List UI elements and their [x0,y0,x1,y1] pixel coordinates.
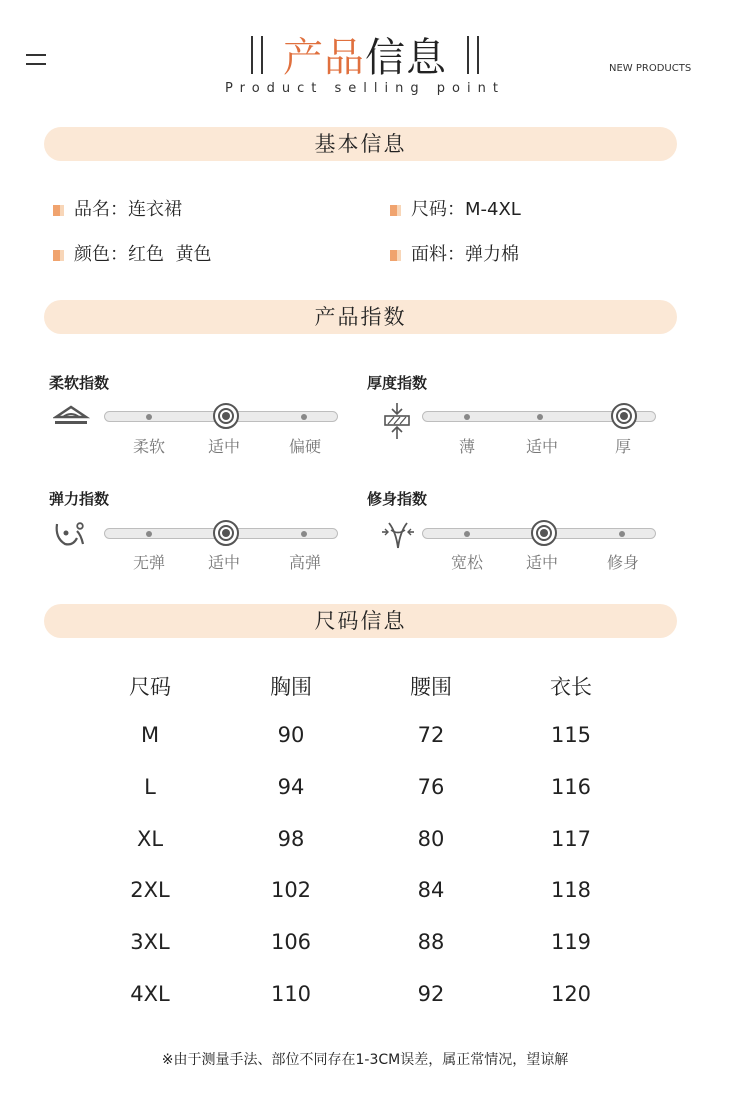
tick-label: 适中 [525,553,558,572]
table-cell: 3XL [130,930,170,954]
table-cell: 117 [550,827,592,851]
tick-label: 薄 [458,437,475,456]
title-left-bars [251,36,263,74]
tick-label: 适中 [207,553,240,572]
table-cell: 92 [417,982,445,1006]
table-header: 尺码 [129,675,171,699]
softness-slider-knob[interactable] [213,403,239,429]
table-cell: 76 [417,775,445,799]
bullet-icon [53,250,64,261]
slider-dot [301,531,307,537]
tick-label: 高弹 [288,553,321,572]
table-cell: 119 [550,930,592,954]
bullet-icon [53,205,64,216]
table-cell: 72 [417,723,445,747]
table-cell: 88 [417,930,445,954]
table-cell: L [144,775,156,799]
info-item-color: 颜色：红色 黄色 [53,243,211,267]
slider-dot [464,531,470,537]
info-item-name: 品名：连衣裙 [53,198,182,222]
table-cell: 90 [277,723,305,747]
tick-label: 宽松 [450,553,483,572]
table-cell: 80 [417,827,445,851]
elasticity-slider-knob[interactable] [213,520,239,546]
table-cell: 4XL [130,982,170,1006]
measurement-note: ※由于测量手法、部位不同存在1-3CM误差，属正常情况，望谅解 [161,1052,569,1068]
slider-dot [301,414,307,420]
table-cell: 116 [550,775,592,799]
bullet-icon [390,205,401,216]
thickness-slider-knob[interactable] [611,403,637,429]
fit-slider-knob[interactable] [531,520,557,546]
section-basic-info: 基本信息 [44,127,677,161]
table-cell: 102 [270,878,312,902]
slider-dot [146,531,152,537]
section-size-info: 尺码信息 [44,604,677,638]
index-label-elasticity: 弹力指数 [49,490,110,508]
page-subtitle: Product selling point [225,81,505,96]
elasticity-icon [53,518,89,550]
new-products-label: NEW PRODUCTS [609,63,692,74]
table-cell: 106 [270,930,312,954]
table-cell: 115 [550,723,592,747]
table-cell: 120 [550,982,592,1006]
slider-dot [146,414,152,420]
index-label-thickness: 厚度指数 [367,374,428,392]
title-right-bars [467,36,479,74]
softness-icon [53,403,91,429]
tick-label: 柔软 [132,437,165,456]
title-accent: 产品 [283,35,365,81]
info-item-size: 尺码：M-4XL [390,198,521,222]
bullet-icon [390,250,401,261]
section-product-index: 产品指数 [44,300,677,334]
table-cell: 94 [277,775,305,799]
table-header: 腰围 [410,675,452,699]
table-cell: 110 [270,982,312,1006]
tick-label: 适中 [525,437,558,456]
tick-label: 无弹 [132,553,165,572]
table-cell: 2XL [130,878,170,902]
table-cell: 84 [417,878,445,902]
tick-label: 修身 [606,553,639,572]
table-cell: XL [136,827,164,851]
slider-dot [464,414,470,420]
table-header: 胸围 [270,675,312,699]
index-label-softness: 柔软指数 [49,374,110,392]
tick-label: 适中 [207,437,240,456]
info-item-fabric: 面料：弹力棉 [390,243,519,267]
fit-icon [380,520,416,550]
table-cell: 118 [550,878,592,902]
thickness-icon [382,402,412,440]
tick-label: 厚 [614,437,631,456]
table-cell: 98 [277,827,305,851]
slider-dot [537,414,543,420]
table-header: 衣长 [550,675,592,699]
index-label-fit: 修身指数 [367,490,428,508]
title-rest: 信息 [365,35,447,81]
table-cell: M [140,723,160,747]
tick-label: 偏硬 [288,437,321,456]
slider-dot [619,531,625,537]
